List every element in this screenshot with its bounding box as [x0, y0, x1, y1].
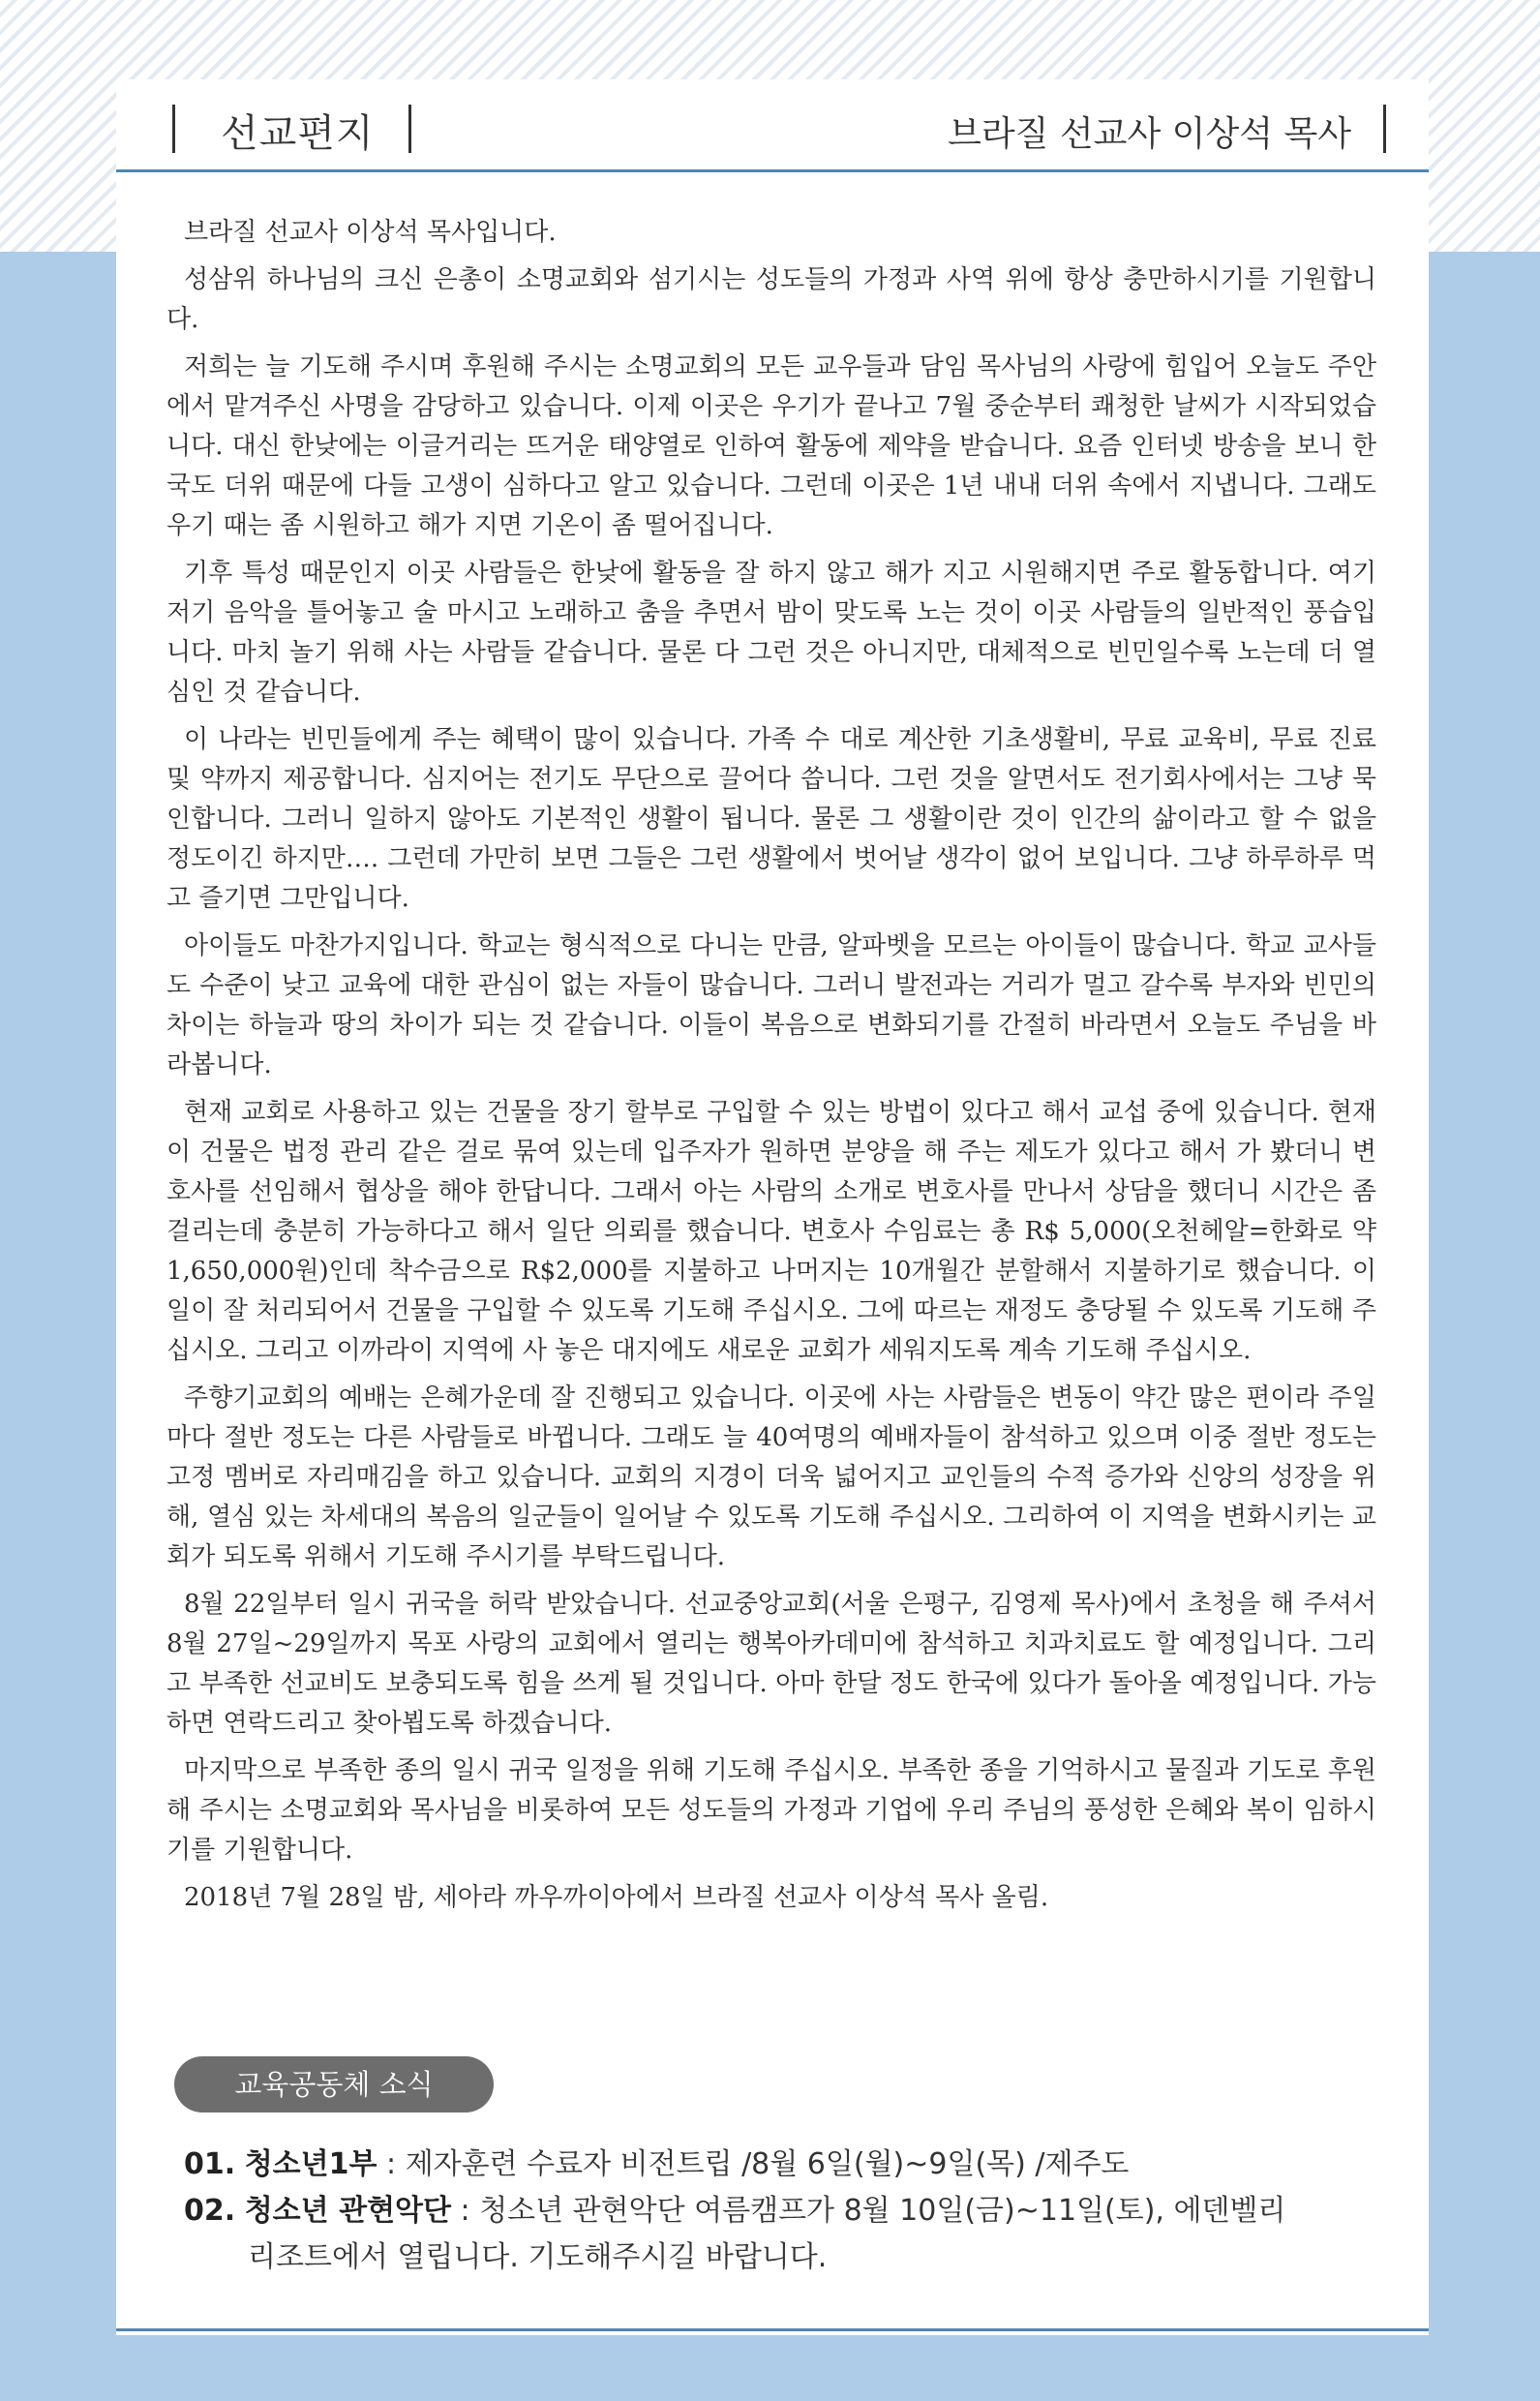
footer-rule: [116, 2328, 1429, 2331]
news-item-text: 제자훈련 수료자 비전트립 /8월 6일(월)~9일(목) /제주도: [405, 2147, 1130, 2181]
section-title: 선교편지: [221, 111, 375, 156]
letter-paragraph: 현재 교회로 사용하고 있는 건물을 장기 할부로 구입할 수 있는 방법이 있다고 해서 교섭 중에 있습니다. 현재 이 건물은 법정 관리 같은 걸로 묶여 있는데 입주자가 원하면 분양을 해 주는 제도가 있다고 해서 가 봤더니 변호사를 선임해서 협상을 해야 한답니다. 그래서 아는 사람의 소개로 변호사를 만나서 상담을 했더니 시간은 좀 걸리는데 충분히 가능하다고 해서 일단 의뢰를 했습니다. 변호사 수임료는 총 R$ 5,000(오천헤알=한화로 약 1,650,000원)인데 착수금으로 R$2,000를 지불하고 나머지는 10개월간 분할해서 지불하기로 했습니다. 이 일이 잘 처리되어서 건물을 구입할 수 있도록 기도해 주십시오. 그에 따르는 재정도 충당될 수 있도록 기도해 주십시오. 그리고 이까라이 지역에 사 놓은 대지에도 새로운 교회가 세워지도록 계속 기도해 주십시오.: [166, 1098, 1376, 1365]
letter-paragraph: 기후 특성 때문인지 이곳 사람들은 한낮에 활동을 잘 하지 않고 해가 지고 시원해지면 주로 활동합니다. 여기저기 음악을 틀어놓고 술 마시고 노래하고 춤을 추면서 밤이 맞도록 노는 것이 이곳 사람들의 일반적인 풍습입니다. 마치 놀기 위해 사는 사람들 같습니다. 물론 다 그런 것은 아니지만, 대체적으로 빈민일수록 노는데 더 열심인 것 같습니다.: [166, 559, 1376, 707]
news-item-continuation: 리조트에서 열립니다. 기도해주시길 바랍니다.: [248, 2240, 828, 2274]
header-rule: [116, 169, 1429, 172]
news-item-separator: :: [451, 2194, 480, 2228]
letter-paragraph: 이 나라는 빈민들에게 주는 혜택이 많이 있습니다. 가족 수 대로 계산한 기초생활비, 무료 교육비, 무료 진료 및 약까지 제공합니다. 심지어는 전기도 무단으로 끌어다 씁니다. 그런 것을 알면서도 전기회사에서는 그냥 묵인합니다. 그러니 일하지 않아도 기본적인 생활이 됩니다. 물론 그 생활이란 것이 인간의 삶이라고 할 수 없을 정도이긴 하지만…. 그런데 가만히 보면 그들은 그런 생활에서 벗어날 생각이 없어 보입니다. 그냥 하루하루 먹고 즐기면 그만입니다.: [166, 725, 1376, 913]
letter-paragraph: 저희는 늘 기도해 주시며 후원해 주시는 소명교회의 모든 교우들과 담임 목사님의 사랑에 힘입어 오늘도 주안에서 맡겨주신 사명을 감당하고 있습니다. 이제 이곳은 우기가 끝나고 7월 중순부터 쾌청한 날씨가 시작되었습니다. 대신 한낮에는 이글거리는 뜨거운 태양열로 인하여 활동에 제약을 받습니다. 요즘 인터넷 방송을 보니 한국도 더위 때문에 다들 고생이 심하다고 알고 있습니다. 그런데 이곳은 1년 내내 더위 속에서 지냅니다. 그래도 우기 때는 좀 시원하고 해가 지면 기온이 좀 떨어집니다.: [166, 352, 1376, 540]
author-title: 브라질 선교사 이상석 목사: [948, 114, 1351, 154]
letter-body: [166, 213, 1376, 1926]
news-list: [184, 2142, 1374, 2281]
letter-paragraph: 마지막으로 부족한 종의 일시 귀국 일정을 위해 기도해 주십시오. 부족한 종을 기억하시고 물질과 기도로 후원해 주시는 소명교회와 목사님을 비롯하여 모든 성도들의 가정과 기업에 우리 주님의 풍성한 은혜와 복이 임하시기를 기원합니다.: [166, 1756, 1376, 1865]
news-item-number: 01.: [184, 2147, 236, 2181]
news-item: [184, 2188, 1374, 2234]
letter-paragraph: 주향기교회의 예배는 은혜가운데 잘 진행되고 있습니다. 이곳에 사는 사람들은 변동이 약간 많은 편이라 주일 마다 절반 정도는 다른 사람들로 바뀝니다. 그래도 늘 40여명의 예배자들이 참석하고 있으며 이중 절반 정도는 고정 멤버로 자리매김을 하고 있습니다. 교회의 지경이 더욱 넓어지고 교인들의 수적 증가와 신앙의 성장을 위해, 열심 있는 차세대의 복음의 일군들이 일어날 수 있도록 기도해 주십시오. 그리하여 이 지역을 변화시키는 교회가 되도록 위해서 기도해 주시기를 부탁드립니다.: [166, 1383, 1376, 1571]
news-item-separator: :: [377, 2147, 406, 2181]
header-divider-left: [172, 105, 175, 153]
news-item: [184, 2142, 1374, 2188]
news-item-text: 청소년 관현악단 여름캠프가 8월 10일(금)~11일(토), 에덴벨리: [479, 2194, 1286, 2228]
header-divider-mid: [408, 105, 411, 153]
news-item-number: 02.: [184, 2194, 236, 2228]
letter-paragraph: 8월 22일부터 일시 귀국을 허락 받았습니다. 선교중앙교회(서울 은평구, 김영제 목사)에서 초청을 해 주셔서 8월 27일~29일까지 목포 사랑의 교회에서 열리는 행복아카데미에 참석하고 치과치료도 할 예정입니다. 그리고 부족한 선교비도 보충되도록 힘을 쓰게 될 것입니다. 아마 한달 정도 한국에 있다가 돌아올 예정입니다. 가능하면 연락드리고 찾아뵙도록 하겠습니다.: [166, 1590, 1376, 1738]
letter-paragraph: 브라질 선교사 이상석 목사입니다.: [184, 218, 557, 247]
news-heading-badge: 교육공동체 소식: [174, 2056, 494, 2112]
page-header: [116, 97, 1429, 174]
header-divider-right: [1383, 105, 1386, 153]
news-item-label: 청소년1부: [244, 2147, 377, 2181]
letter-paragraph: 아이들도 마찬가지입니다. 학교는 형식적으로 다니는 만큼, 알파벳을 모르는 아이들이 많습니다. 학교 교사들도 수준이 낮고 교육에 대한 관심이 없는 자들이 많습니다. 그러니 발전과는 거리가 멀고 갈수록 부자와 빈민의 차이는 하늘과 땅의 차이가 되는 것 같습니다. 이들이 복음으로 변화되기를 간절히 바라면서 오늘도 주님을 바라봅니다.: [166, 931, 1376, 1079]
letter-signature: 2018년 7월 28일 밤, 세아라 까우까이아에서 브라질 선교사 이상석 목사 올림.: [184, 1883, 1049, 1912]
news-item-label: 청소년 관현악단: [244, 2194, 452, 2228]
letter-paragraph: 성삼위 하나님의 크신 은총이 소명교회와 섬기시는 성도들의 가정과 사역 위에 항상 충만하시기를 기원합니다.: [166, 265, 1376, 334]
